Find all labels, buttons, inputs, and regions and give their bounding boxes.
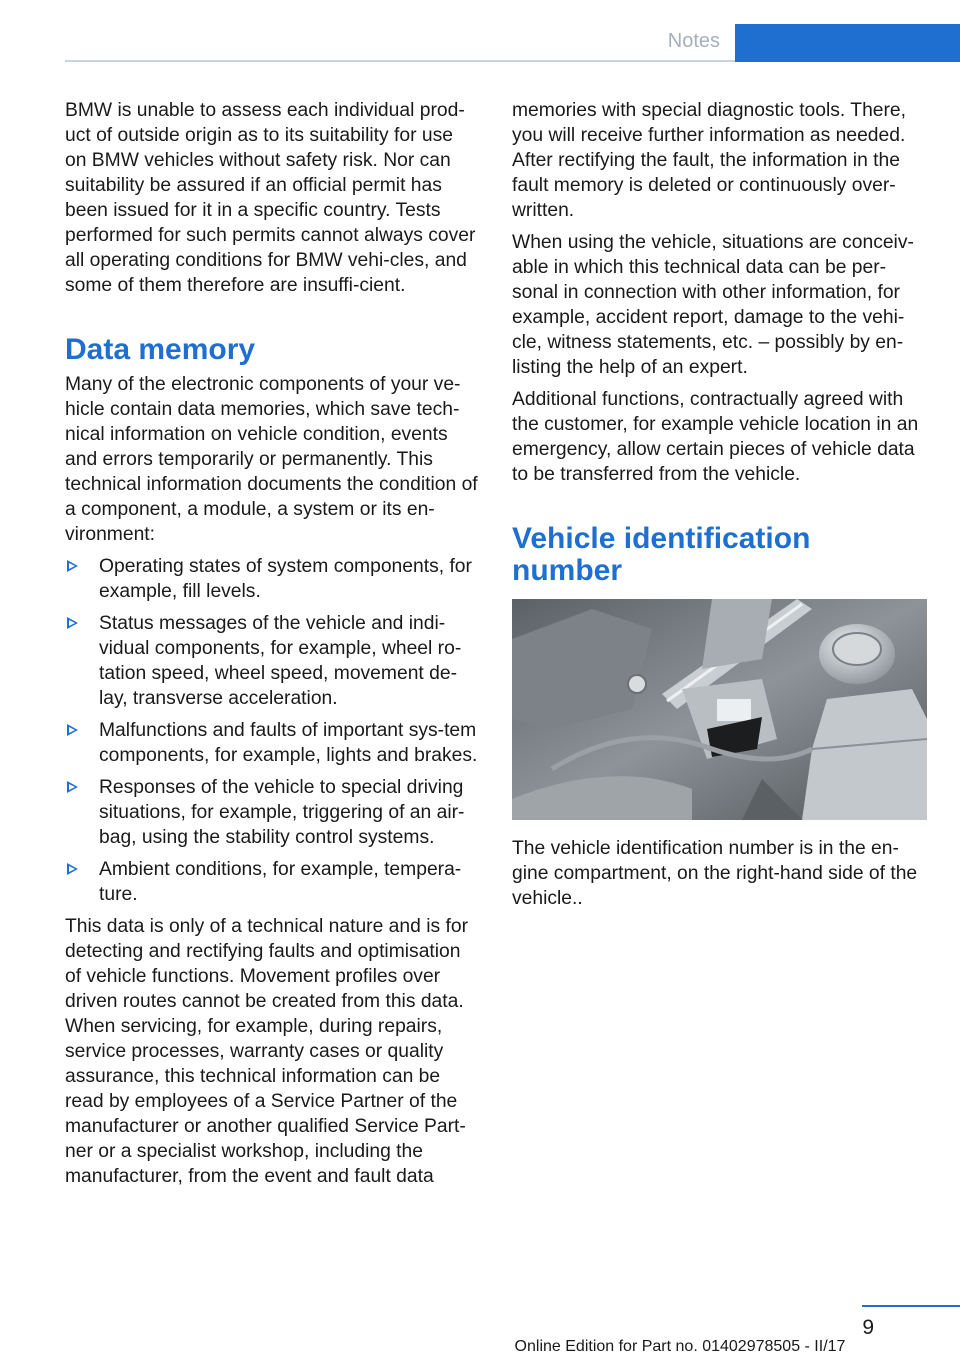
data-memory-list bbox=[65, 554, 479, 907]
list-item: Operating states of system components, for example, fill levels. bbox=[65, 554, 479, 604]
left-column bbox=[65, 98, 479, 1196]
list-item: Responses of the vehicle to special driving situations, for example, triggering of an air-bag, using the stability control systems. bbox=[65, 775, 479, 850]
vin-heading: Vehicle identification number bbox=[512, 522, 811, 587]
additional-functions-paragraph: Additional functions, contractually agreed with the customer, for example vehicle location in an emergency, allow certain pieces of vehicle data to be transferred from the vehicle. bbox=[512, 389, 919, 485]
bullet-triangle-icon bbox=[67, 863, 78, 875]
header-accent-tab bbox=[735, 24, 960, 62]
header-rule bbox=[65, 60, 735, 62]
intro-paragraph: BMW is unable to assess each individual prod-uct of outside origin as to its suitability for use on BMW vehicles without safety risk. Nor can suitability be assured if an official permit has been issued for it in a specific country. Tests performed for such permits cannot always cover all operating conditions for BMW vehi-cles, and some of them therefore are insuffi-cient. bbox=[65, 100, 476, 296]
bullet-triangle-icon bbox=[67, 617, 78, 629]
bullet-triangle-icon bbox=[67, 781, 78, 793]
personal-data-paragraph: When using the vehicle, situations are conceiv-able in which this technical data can be per-sonal in connection with other information, for example, accident report, damage to the vehi-cle, witness statements, etc. – possibly by en-listing the help of an expert. bbox=[512, 232, 914, 378]
footer-edition-text: Online Edition for Part no. 01402978505 - II/17 bbox=[514, 1338, 846, 1355]
list-item: Ambient conditions, for example, tempera-ture. bbox=[65, 857, 479, 907]
list-item: Malfunctions and faults of important sys-tem components, for example, lights and brakes. bbox=[65, 718, 479, 768]
bullet-triangle-icon bbox=[67, 560, 78, 572]
fault-memory-paragraph: memories with special diagnostic tools. There, you will receive further information as needed. After rectifying the fault, the information in the fault memory is deleted or continuously over-written. bbox=[512, 100, 907, 221]
technical-data-paragraph: This data is only of a technical nature and is for detecting and rectifying faults and optimisation of vehicle functions. Movement profiles over driven routes cannot be created from this data. When servicing, for example, during repairs, service processes, warranty cases or quality assurance, this technical information can be read by employees of a Service Partner of the manufacturer or another qualified Service Part-ner or a specialist workshop, including the manufacturer, from the event and fault data bbox=[65, 916, 468, 1187]
data-memory-paragraph: Many of the electronic components of your ve-hicle contain data memories, which save tech-nical information on vehicle condition, events and errors temporarily or permanently. This technical information documents the condition of a component, a module, a system or its en-vironment: bbox=[65, 374, 478, 545]
vin-caption: The vehicle identification number is in the en-gine compartment, on the right-hand side of the vehicle.. bbox=[512, 838, 918, 909]
bullet-triangle-icon bbox=[67, 724, 78, 736]
right-column bbox=[512, 98, 926, 918]
footer-rule bbox=[862, 1305, 960, 1307]
engine-compartment-photo bbox=[512, 599, 927, 820]
data-memory-heading: Data memory bbox=[65, 333, 256, 366]
section-label: Notes bbox=[667, 30, 720, 52]
list-item: Status messages of the vehicle and indi-vidual components, for example, wheel ro-tation speed, wheel speed, movement de-lay, transverse acceleration. bbox=[65, 611, 479, 711]
page-number: 9 bbox=[862, 1316, 874, 1339]
